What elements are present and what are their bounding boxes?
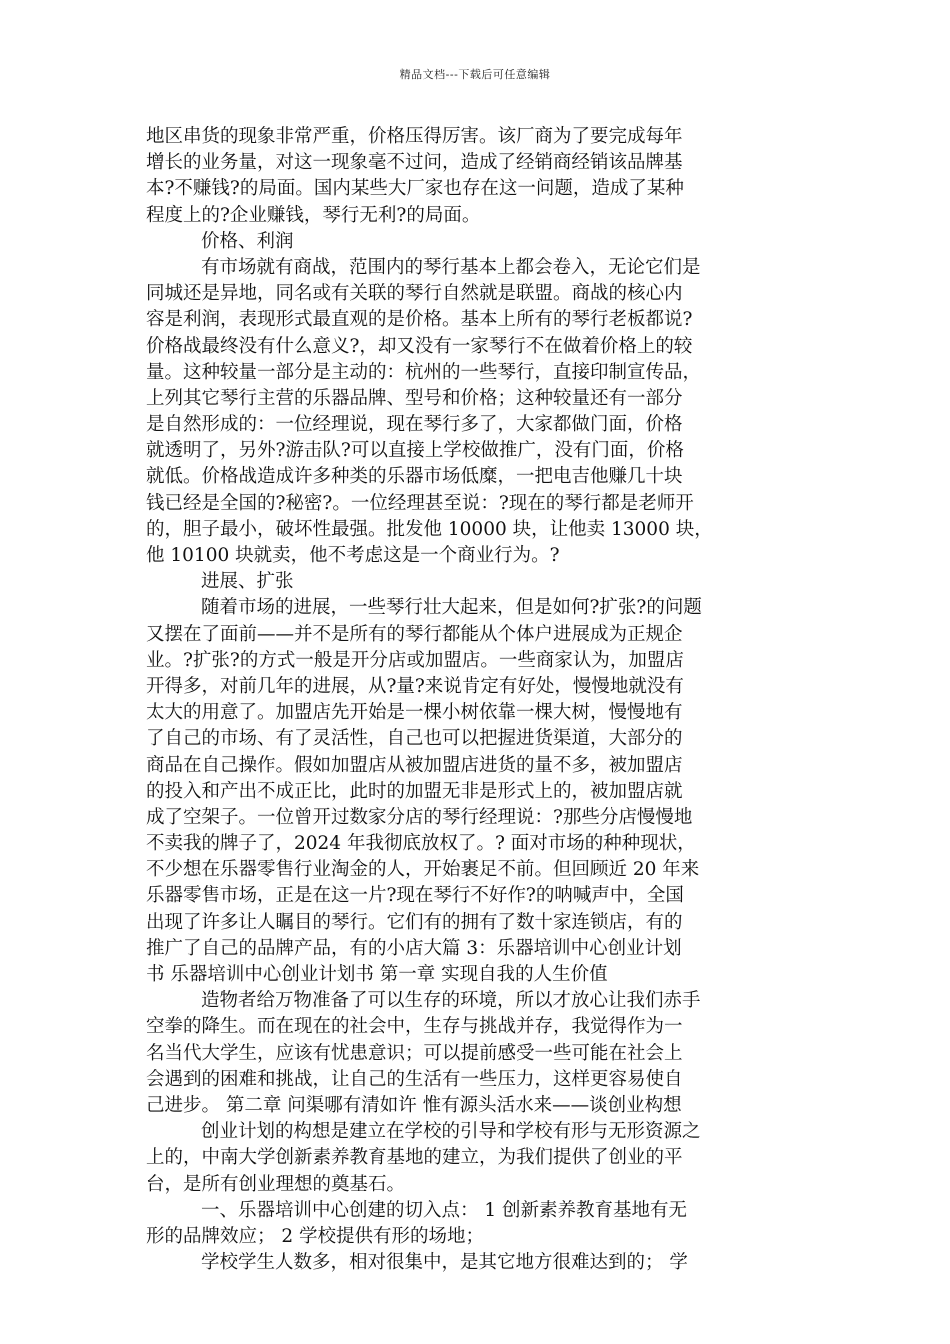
body-text <box>146 124 814 1276</box>
text-line: 上的，中南大学创新素养教育基地的建立，为我们提供了创业的平 <box>146 1147 683 1169</box>
text-line: 出现了许多让人瞩目的琴行。它们有的拥有了数十家连锁店，有的 <box>146 911 683 933</box>
text-line: 是自然形成的：一位经理说，现在琴行多了，大家都做门面，价格 <box>146 414 683 436</box>
text-line: 推广了自己的品牌产品，有的小店大篇 3：乐器培训中心创业计划 <box>146 937 682 959</box>
text-line: 成了空架子。一位曾开过数家分店的琴行经理说：?那些分店慢慢地 <box>146 806 693 828</box>
text-line: 一、乐器培训中心创建的切入点： 1 创新素养教育基地有无 <box>201 1199 688 1221</box>
text-line: 价格战最终没有什么意义?，却又没有一家琴行不在做着价格上的较 <box>146 335 693 357</box>
text-line: 就低。价格战造成许多种类的乐器市场低糜，一把电吉他赚几十块 <box>146 466 683 488</box>
text-line: 钱已经是全国的?秘密?。一位经理甚至说：?现在的琴行都是老师开 <box>146 492 694 514</box>
text-line: 学校学生人数多，相对很集中，是其它地方很难达到的； 学 <box>201 1252 688 1274</box>
text-line: 开得多，对前几年的进展，从?量?来说肯定有好处，慢慢地就没有 <box>146 675 684 697</box>
text-line: 的，胆子最小，破坏性最强。批发他 10000 块，让他卖 13000 块， <box>146 518 713 540</box>
text-line: 他 10100 块就卖，他不考虑这是一个商业行为。? <box>146 545 560 566</box>
text-line: 就透明了，另外?游击队?可以直接上学校做推广，没有门面，价格 <box>146 440 684 462</box>
text-line: 不少想在乐器零售行业淘金的人，开始裹足不前。但回顾近 20 年来 <box>146 859 700 881</box>
text-line: 又摆在了面前——并不是所有的琴行都能从个体户进展成为正规企 <box>146 623 683 645</box>
text-line: 随着市场的进展，一些琴行壮大起来，但是如何?扩张?的问题 <box>201 597 702 619</box>
text-line: 程度上的?企业赚钱，琴行无利?的局面。 <box>146 204 481 226</box>
text-line: 太大的用意了。加盟店先开始是一棵小树依靠一棵大树，慢慢地有 <box>146 702 683 724</box>
text-line: 会遇到的困难和挑战，让自己的生活有一些压力，这样更容易使自 <box>146 1068 683 1090</box>
text-line: 的投入和产出不成正比，此时的加盟无非是形式上的，被加盟店就 <box>146 780 683 802</box>
text-line: 不卖我的牌子了，2024 年我彻底放权了。? 面对市场的种种现状， <box>146 833 696 855</box>
text-line: 地区串货的现象非常严重，价格压得厉害。该厂商为了要完成每年 <box>146 126 683 147</box>
text-line: 量。这种较量一部分是主动的：杭州的一些琴行，直接印制宣传品， <box>146 361 702 383</box>
text-line: 乐器零售市场，正是在这一片?现在琴行不好作?的呐喊声中，全国 <box>146 885 684 907</box>
text-line: 容是利润，表现形式最直观的是价格。基本上所有的琴行老板都说? <box>146 309 693 331</box>
text-line: 进展、扩张 <box>201 571 294 593</box>
text-line: 创业计划的构想是建立在学校的引导和学校有形与无形资源之 <box>201 1121 701 1143</box>
text-line: 空拳的降生。而在现在的社会中，生存与挑战并存，我觉得作为一 <box>146 1016 683 1038</box>
page-header: 精品文档---下载后可任意编辑 <box>399 68 551 81</box>
text-line: 本?不赚钱?的局面。国内某些大厂家也存在这一问题，造成了某种 <box>146 178 684 200</box>
text-line: 有市场就有商战，范围内的琴行基本上都会卷入，无论它们是 <box>201 256 701 278</box>
text-line: 名当代大学生，应该有忧患意识；可以提前感受一些可能在社会上 <box>146 1042 683 1064</box>
text-line: 商品在自己操作。假如加盟店从被加盟店进货的量不多，被加盟店 <box>146 754 683 776</box>
text-line: 增长的业务量，对这一现象毫不过问，造成了经销商经销该品牌基 <box>146 152 683 174</box>
text-line: 业。?扩张?的方式一般是开分店或加盟店。一些商家认为，加盟店 <box>146 649 684 671</box>
text-line: 价格、利润 <box>201 230 294 252</box>
text-line: 上列其它琴行主营的乐器品牌、型号和价格；这种较量还有一部分 <box>146 387 683 409</box>
text-line: 己进步。 第二章 问渠哪有清如许 惟有源头活水来——谈创业构想 <box>146 1094 682 1116</box>
text-line: 了自己的市场、有了灵活性，自己也可以把握进货渠道，大部分的 <box>146 728 683 750</box>
text-line: 同城还是异地，同名或有关联的琴行自然就是联盟。商战的核心内 <box>146 283 683 305</box>
text-line: 形的品牌效应； 2 学校提供有形的场地； <box>146 1225 485 1247</box>
text-line: 造物者给万物准备了可以生存的环境，所以才放心让我们赤手 <box>201 990 701 1012</box>
text-line: 书 乐器培训中心创业计划书 第一章 实现自我的人生价值 <box>146 964 608 985</box>
text-line: 台，是所有创业理想的奠基石。 <box>146 1173 406 1195</box>
